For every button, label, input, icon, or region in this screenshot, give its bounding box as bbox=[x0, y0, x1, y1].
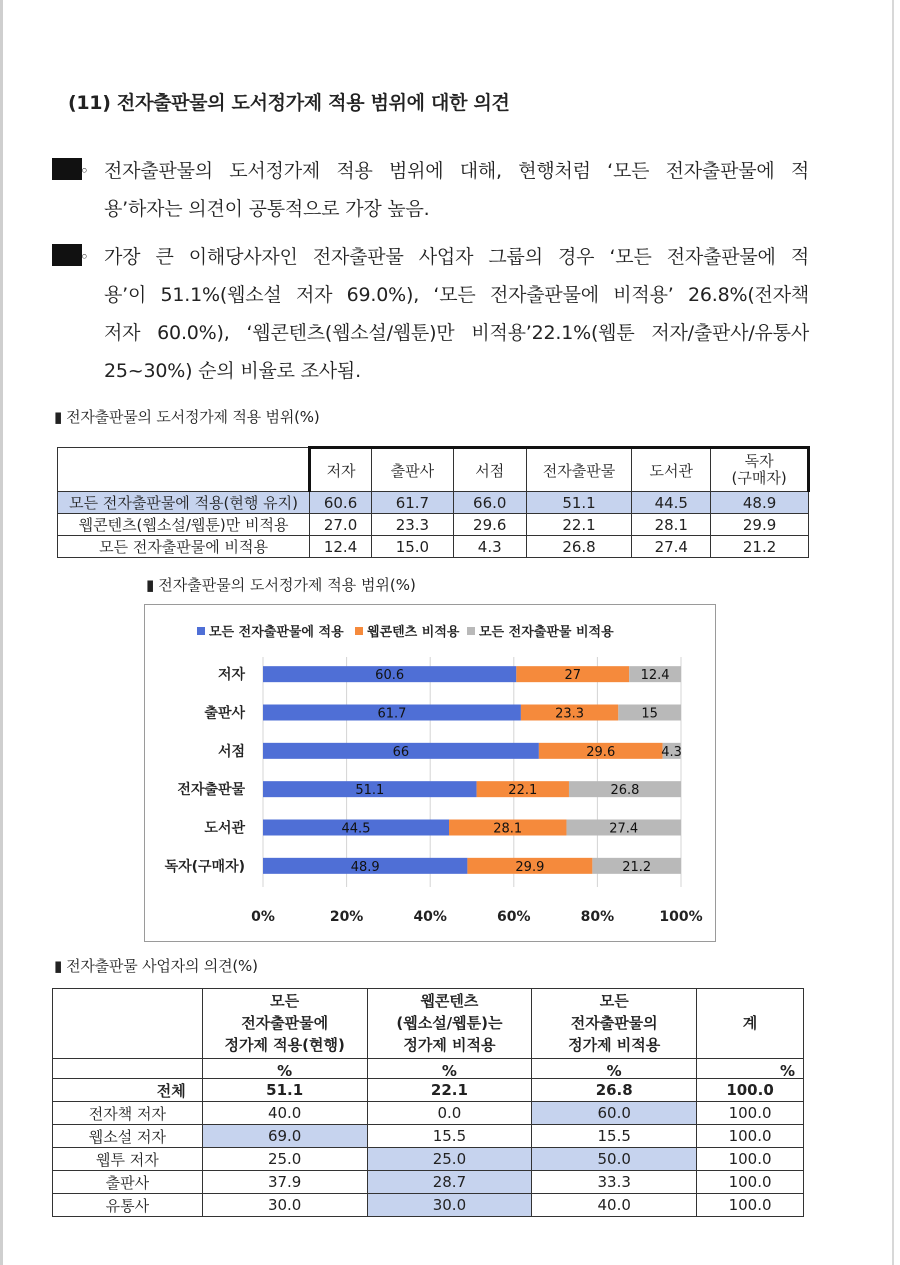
table1-cell: 28.1 bbox=[632, 514, 711, 536]
table1-cell: 27.0 bbox=[310, 514, 372, 536]
data-label: 21.2 bbox=[622, 859, 652, 875]
header-line: 정가제 비적용 bbox=[403, 1036, 496, 1054]
table2-cell: 100.0 bbox=[697, 1102, 804, 1125]
table2-caption-text: 전자출판물 사업자의 의견(%) bbox=[66, 957, 258, 975]
table1-col-header: 서점 bbox=[453, 448, 526, 492]
table-row bbox=[58, 514, 809, 536]
table2-unit-cell: % bbox=[697, 1059, 804, 1079]
page-left-edge bbox=[0, 0, 3, 1265]
bullet-1-line: 전자출판물의 도서정가제 적용 범위에 대해, 현행처럼 ‘모든 전자출판물에 적 bbox=[104, 160, 809, 182]
table2-cell: 60.0 bbox=[532, 1102, 697, 1125]
table1-col-header bbox=[711, 448, 809, 492]
bullet-1 bbox=[52, 152, 809, 228]
table2-cell: 30.0 bbox=[367, 1194, 532, 1217]
table1-cell: 4.3 bbox=[453, 536, 526, 558]
table2-cell: 30.0 bbox=[202, 1194, 367, 1217]
table2-unit-cell bbox=[53, 1059, 203, 1079]
bullet-circle-icon: ◦ bbox=[80, 162, 89, 180]
data-label: 48.9 bbox=[350, 859, 380, 875]
bullet-2-line: 용’이 51.1%(웹소설 저자 69.0%), ‘모든 전자출판물에 비적용’ 26.8%(전자책 bbox=[104, 284, 809, 306]
category-label: 도서관 bbox=[204, 820, 245, 837]
bullet-2 bbox=[52, 238, 809, 390]
header-line: 모든 bbox=[599, 992, 629, 1010]
table1-col-header: 출판사 bbox=[372, 448, 454, 492]
bullet-circle-icon: ◦ bbox=[80, 248, 89, 266]
header-line: (웹소설/웹툰)는 bbox=[396, 1014, 503, 1032]
table2-cell: 22.1 bbox=[367, 1079, 532, 1102]
table2-row-label: 전체 bbox=[53, 1079, 203, 1102]
bullet-marker-box bbox=[52, 158, 82, 180]
legend-label: 모든 전자출판물 비적용 bbox=[479, 625, 614, 640]
header-line: 정가제 비적용 bbox=[568, 1036, 661, 1054]
header-line: 전자출판물의 bbox=[570, 1014, 658, 1032]
table-row bbox=[53, 1148, 804, 1171]
table2-corner-cell bbox=[53, 989, 203, 1059]
x-tick-label: 60% bbox=[497, 909, 531, 925]
table2-row-label: 웹소설 저자 bbox=[53, 1125, 203, 1148]
table2-unit-cell: % bbox=[367, 1059, 532, 1079]
data-label: 27.4 bbox=[609, 821, 639, 837]
table2-cell: 33.3 bbox=[532, 1171, 697, 1194]
x-tick-label: 40% bbox=[413, 909, 447, 925]
data-label: 4.3 bbox=[661, 744, 682, 760]
table1-cell: 29.9 bbox=[711, 514, 809, 536]
x-tick-label: 80% bbox=[580, 909, 615, 925]
page-right-edge bbox=[892, 0, 894, 1265]
table2-cell: 25.0 bbox=[202, 1148, 367, 1171]
bullet-2-line: 가장 큰 이해당사자인 전자출판물 사업자 그룹의 경우 ‘모든 전자출판물에 적 bbox=[104, 246, 809, 268]
category-label: 전자출판물 bbox=[177, 782, 245, 799]
table1-corner-cell bbox=[58, 448, 310, 492]
table1-row-label: 모든 전자출판물에 적용(현행 유지) bbox=[58, 492, 310, 514]
x-tick-label: 100% bbox=[659, 909, 703, 925]
table1-cell: 21.2 bbox=[711, 536, 809, 558]
table2-cell: 100.0 bbox=[697, 1171, 804, 1194]
table1 bbox=[57, 446, 810, 558]
legend-swatch bbox=[197, 627, 205, 635]
table1-header-row bbox=[58, 448, 809, 492]
data-label: 51.1 bbox=[355, 783, 385, 799]
table1-cell: 27.4 bbox=[632, 536, 711, 558]
table2-cell: 51.1 bbox=[202, 1079, 367, 1102]
table2-col-header: 계 bbox=[697, 989, 804, 1059]
table2-cell: 100.0 bbox=[697, 1194, 804, 1217]
table-row bbox=[58, 492, 809, 514]
table1-cell: 44.5 bbox=[632, 492, 711, 514]
table-row bbox=[53, 1171, 804, 1194]
legend-swatch bbox=[355, 627, 363, 635]
table2-unit-cell: % bbox=[202, 1059, 367, 1079]
data-label: 27 bbox=[564, 668, 582, 684]
legend-label: 모든 전자출판물에 적용 bbox=[209, 625, 344, 640]
table2-cell: 40.0 bbox=[202, 1102, 367, 1125]
table1-cell: 12.4 bbox=[310, 536, 372, 558]
table2-cell: 15.5 bbox=[532, 1125, 697, 1148]
category-label: 서점 bbox=[217, 743, 245, 760]
data-label: 22.1 bbox=[508, 783, 538, 799]
table2-cell: 0.0 bbox=[367, 1102, 532, 1125]
table2-cell: 28.7 bbox=[367, 1171, 532, 1194]
table2-cell: 37.9 bbox=[202, 1171, 367, 1194]
table1-cell: 60.6 bbox=[310, 492, 372, 514]
table1-row-label: 웹콘텐츠(웹소설/웹툰)만 비적용 bbox=[58, 514, 310, 536]
table2-cell: 26.8 bbox=[532, 1079, 697, 1102]
chart-caption-text: 전자출판물의 도서정가제 적용 범위(%) bbox=[158, 576, 416, 594]
category-label: 저자 bbox=[217, 667, 245, 684]
data-label: 15 bbox=[641, 706, 658, 722]
table2-col-header bbox=[367, 989, 532, 1059]
table1-cell: 61.7 bbox=[372, 492, 454, 514]
bullet-1-line: 용’하자는 의견이 공통적으로 가장 높음. bbox=[104, 198, 430, 220]
table-row bbox=[53, 1079, 804, 1102]
table1-col-header-line: 독자 bbox=[744, 452, 774, 470]
table1-caption bbox=[54, 406, 319, 427]
bullet-marker-box bbox=[52, 244, 82, 266]
table1-cell: 51.1 bbox=[526, 492, 632, 514]
table2-row-label: 유통사 bbox=[53, 1194, 203, 1217]
category-label: 독자(구매자) bbox=[164, 858, 245, 875]
table2-cell: 25.0 bbox=[367, 1148, 532, 1171]
table2-row-label: 웹투 저자 bbox=[53, 1148, 203, 1171]
table2-unit-cell: % bbox=[532, 1059, 697, 1079]
caption-mark-icon: ▮ bbox=[54, 957, 63, 975]
table1-cell: 66.0 bbox=[453, 492, 526, 514]
table2-cell: 100.0 bbox=[697, 1125, 804, 1148]
header-line: 정가제 적용(현행) bbox=[224, 1036, 345, 1054]
table2-cell: 100.0 bbox=[697, 1079, 804, 1102]
table1-cell: 29.6 bbox=[453, 514, 526, 536]
table2-cell: 15.5 bbox=[367, 1125, 532, 1148]
table-row bbox=[58, 536, 809, 558]
category-label: 출판사 bbox=[204, 705, 245, 722]
table2-header-row bbox=[53, 989, 804, 1059]
caption-mark-icon: ▮ bbox=[146, 576, 155, 594]
table1-cell: 23.3 bbox=[372, 514, 454, 536]
header-line: 모든 bbox=[270, 992, 300, 1010]
bullet-1-text bbox=[104, 152, 809, 228]
table2-cell: 69.0 bbox=[202, 1125, 367, 1148]
table1-cell: 48.9 bbox=[711, 492, 809, 514]
table1-col-header: 전자출판물 bbox=[526, 448, 632, 492]
data-label: 44.5 bbox=[341, 821, 371, 837]
table-row bbox=[53, 1125, 804, 1148]
table1-cell: 22.1 bbox=[526, 514, 632, 536]
table2-unit-row bbox=[53, 1059, 804, 1079]
section-title: (11) 전자출판물의 도서정가제 적용 범위에 대한 의견 bbox=[68, 92, 510, 114]
x-tick-label: 0% bbox=[251, 909, 275, 925]
data-label: 61.7 bbox=[377, 706, 407, 722]
table1-col-header: 저자 bbox=[310, 448, 372, 492]
legend-label: 웹콘텐츠 비적용 bbox=[367, 625, 460, 640]
chart-svg bbox=[145, 605, 717, 943]
header-line: 웹콘텐츠 bbox=[420, 992, 479, 1010]
legend-swatch bbox=[467, 627, 475, 635]
header-line: 전자출판물에 bbox=[241, 1014, 329, 1032]
table2-col-header bbox=[202, 989, 367, 1059]
table2-caption bbox=[54, 955, 258, 976]
table1-row-label: 모든 전자출판물에 비적용 bbox=[58, 536, 310, 558]
table2-row-label: 출판사 bbox=[53, 1171, 203, 1194]
bullet-2-line: 저자 60.0%), ‘웹콘텐츠(웹소설/웹툰)만 비적용’22.1%(웹툰 저자/출판사/유통사 bbox=[104, 322, 809, 344]
table2 bbox=[52, 988, 804, 1217]
data-label: 29.9 bbox=[515, 859, 545, 875]
table2-cell: 40.0 bbox=[532, 1194, 697, 1217]
data-label: 28.1 bbox=[493, 821, 523, 837]
table2-col-header bbox=[532, 989, 697, 1059]
table-row bbox=[53, 1102, 804, 1125]
table1-col-header: 도서관 bbox=[632, 448, 711, 492]
data-label: 66 bbox=[392, 744, 410, 760]
chart-caption bbox=[146, 574, 416, 595]
table1-cell: 15.0 bbox=[372, 536, 454, 558]
table2-cell: 50.0 bbox=[532, 1148, 697, 1171]
data-label: 60.6 bbox=[375, 668, 405, 684]
data-label: 12.4 bbox=[640, 668, 670, 684]
table1-col-header-line: (구매자) bbox=[731, 469, 787, 487]
stacked-bar-chart bbox=[144, 604, 716, 942]
table1-cell: 26.8 bbox=[526, 536, 632, 558]
x-tick-label: 20% bbox=[329, 909, 364, 925]
bullet-2-line: 25~30%) 순의 비율로 조사됨. bbox=[104, 360, 361, 382]
table2-cell: 100.0 bbox=[697, 1148, 804, 1171]
table1-caption-text: 전자출판물의 도서정가제 적용 범위(%) bbox=[66, 408, 320, 426]
data-label: 26.8 bbox=[610, 783, 640, 799]
table-row bbox=[53, 1194, 804, 1217]
data-label: 23.3 bbox=[555, 706, 585, 722]
data-label: 29.6 bbox=[586, 744, 616, 760]
caption-mark-icon: ▮ bbox=[54, 408, 63, 426]
table2-row-label: 전자책 저자 bbox=[53, 1102, 203, 1125]
bullet-2-text bbox=[104, 238, 809, 390]
